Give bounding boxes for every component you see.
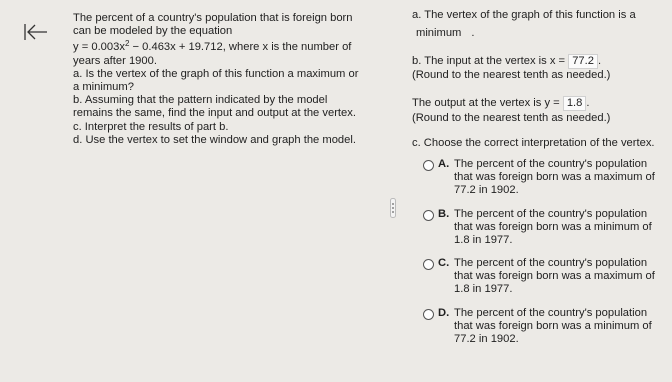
option-d-radio[interactable] [423, 309, 434, 320]
part-a-answer[interactable]: minimum [416, 27, 462, 39]
option-b-radio[interactable] [423, 210, 434, 221]
part-a-period: . [471, 27, 475, 39]
option-b-letter: B. [438, 208, 450, 220]
problem-line: b. Assuming that the pattern indicated by the model [73, 94, 328, 107]
option-a-radio[interactable] [423, 160, 434, 171]
option-d-text: The percent of the country's population that was foreign born was a minimum of 77.2 in 1902. [454, 307, 652, 345]
problem-line: The percent of a country's population that is foreign born [73, 12, 353, 24]
problem-line: can be modeled by the equation [73, 25, 233, 38]
part-b-input-note: (Round to the nearest tenth as needed.) [412, 69, 611, 81]
equation-exponent: 2 [124, 39, 130, 49]
option-a-text: The percent of the country's population that was foreign born was a maximum of 77.2 in 1902. [454, 158, 655, 196]
part-b-output-label: The output at the vertex is y = [412, 97, 560, 109]
problem-line: a. Is the vertex of the graph of this function a maximum or [73, 67, 359, 80]
equation-line [73, 41, 373, 54]
option-b-text: The percent of the country's population that was foreign born was a minimum of 1.8 in 1977. [454, 208, 652, 246]
back-arrow-icon[interactable] [24, 23, 48, 41]
option-a-letter: A. [438, 158, 450, 170]
part-b-output-note: (Round to the nearest tenth as needed.) [412, 112, 611, 124]
part-b-input-label: b. The input at the vertex is x = [412, 55, 566, 67]
part-c-prompt: c. Choose the correct interpretation of the vertex. [412, 137, 655, 149]
problem-line: d. Use the vertex to set the window and graph the model. [73, 133, 356, 146]
equation-left: y = 0.003x [73, 41, 125, 54]
option-c-text: The percent of the country's population that was foreign born was a maximum of 1.8 in 1977. [454, 257, 655, 295]
option-c-radio[interactable] [423, 259, 434, 270]
problem-line: remains the same, find the input and output at the vertex. [73, 107, 356, 120]
part-b-input-row [412, 54, 601, 69]
option-c-letter: C. [438, 257, 450, 269]
part-a-answer-row [412, 26, 474, 41]
problem-line: a minimum? [73, 81, 134, 94]
vertex-x-answer[interactable]: 77.2 [568, 54, 598, 69]
problem-line: years after 1900. [73, 54, 157, 67]
pane-divider-handle[interactable] [390, 198, 396, 218]
part-a-text: a. The vertex of the graph of this function is a [412, 9, 636, 21]
part-b-input-period: . [597, 55, 602, 67]
part-b-output-period: . [586, 97, 590, 109]
vertex-y-answer[interactable]: 1.8 [563, 96, 587, 111]
problem-line: c. Interpret the results of part b. [73, 120, 229, 133]
part-b-output-row [412, 96, 589, 111]
problem-statement [73, 12, 373, 147]
equation-right: − 0.463x + 19.712, where x is the number of [129, 41, 352, 54]
option-d-letter: D. [438, 307, 450, 319]
